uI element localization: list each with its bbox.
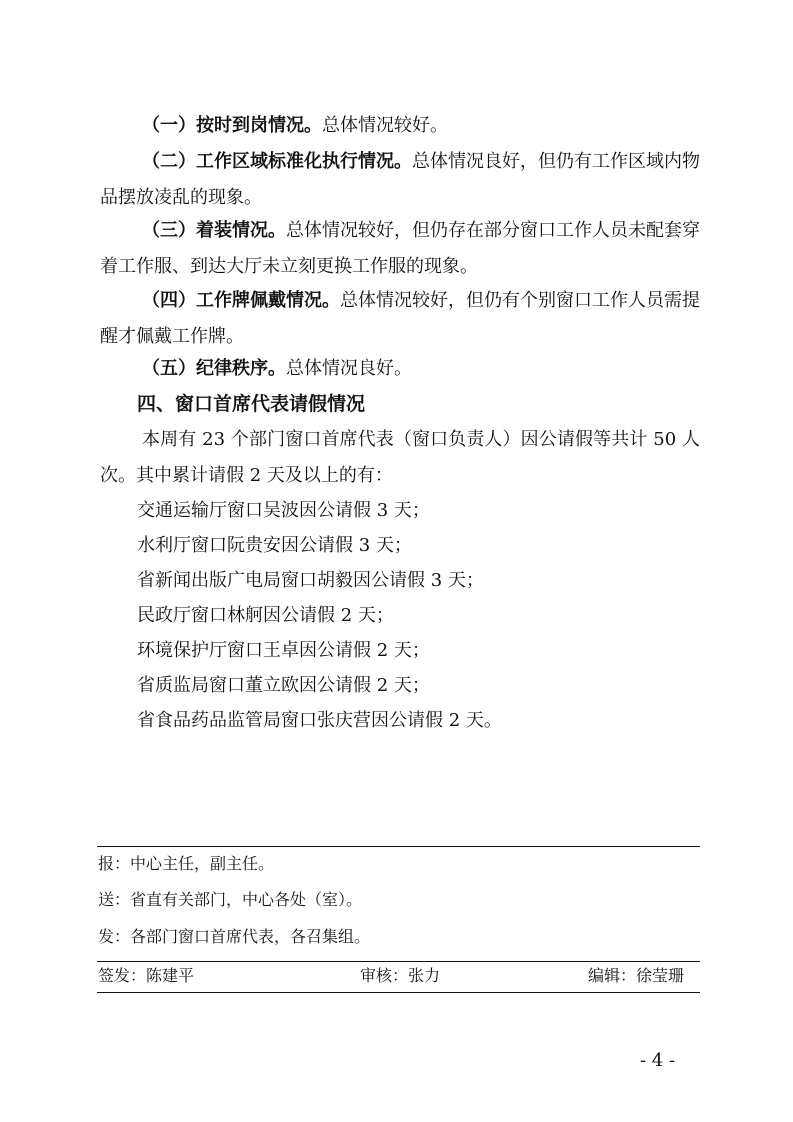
list-item: 省食品药品监管局窗口张庆营因公请假 2 天。 (137, 710, 502, 731)
section-3-head: （三）着装情况。 (142, 220, 286, 241)
section-5 (100, 351, 700, 387)
section-5-text: 总体情况良好。 (286, 358, 412, 379)
list-item: 水利厅窗口阮贵安因公请假 3 天； (137, 535, 412, 556)
section-5-head: （五）纪律秩序。 (142, 358, 286, 379)
footer-report-to: 报：中心主任，副主任。 (98, 854, 275, 873)
leave-summary: 本周有 23 个部门窗口首席代表（窗口负责人）因公请假等共计 50 人次。其中累计请假 2 天及以上的有： (100, 429, 700, 486)
footer-reviewer: 审核：张力 (360, 966, 441, 985)
footer-middle-rule (97, 961, 700, 962)
section-1-head: （一）按时到岗情况。 (142, 115, 322, 136)
section-3 (100, 213, 700, 285)
section-4-head: （四）工作牌佩戴情况。 (142, 290, 340, 311)
list-item: 省质监局窗口董立欧因公请假 2 天； (137, 675, 430, 696)
list-item: 环境保护厅窗口王卓因公请假 2 天； (137, 640, 430, 661)
list-item: 民政厅窗口林舸因公请假 2 天； (137, 605, 394, 626)
footer-bottom-rule (97, 992, 700, 993)
section-2 (100, 144, 700, 216)
section-4 (100, 283, 700, 355)
section-1-text: 总体情况较好。 (322, 115, 448, 136)
section-2-head: （二）工作区域标准化执行情况。 (142, 151, 412, 172)
footer-signer: 签发：陈建平 (98, 966, 195, 985)
page-number: - 4 - (640, 1050, 676, 1071)
section-2-text: 总体情况良好，但仍有工作区域内物品摆放凌乱的现象。 (100, 151, 700, 208)
footer-send-to: 送：省直有关部门，中心各处（室）。 (98, 890, 363, 909)
footer-editor: 编辑：徐莹珊 (588, 966, 685, 985)
list-item: 交通运输厅窗口吴波因公请假 3 天； (137, 500, 430, 521)
footer-top-rule (97, 846, 700, 847)
section-4-text: 总体情况较好，但仍有个别窗口工作人员需提醒才佩戴工作牌。 (100, 290, 700, 347)
footer-issue-to: 发：各部门窗口首席代表，各召集组。 (98, 927, 371, 946)
section-heading-4: 四、窗口首席代表请假情况 (137, 393, 366, 415)
list-item: 省新闻出版广电局窗口胡毅因公请假 3 天； (137, 570, 484, 591)
section-3-text: 总体情况较好，但仍存在部分窗口工作人员未配套穿着工作服、到达大厅未立刻更换工作服的现象。 (100, 220, 700, 277)
section-1 (100, 108, 700, 144)
